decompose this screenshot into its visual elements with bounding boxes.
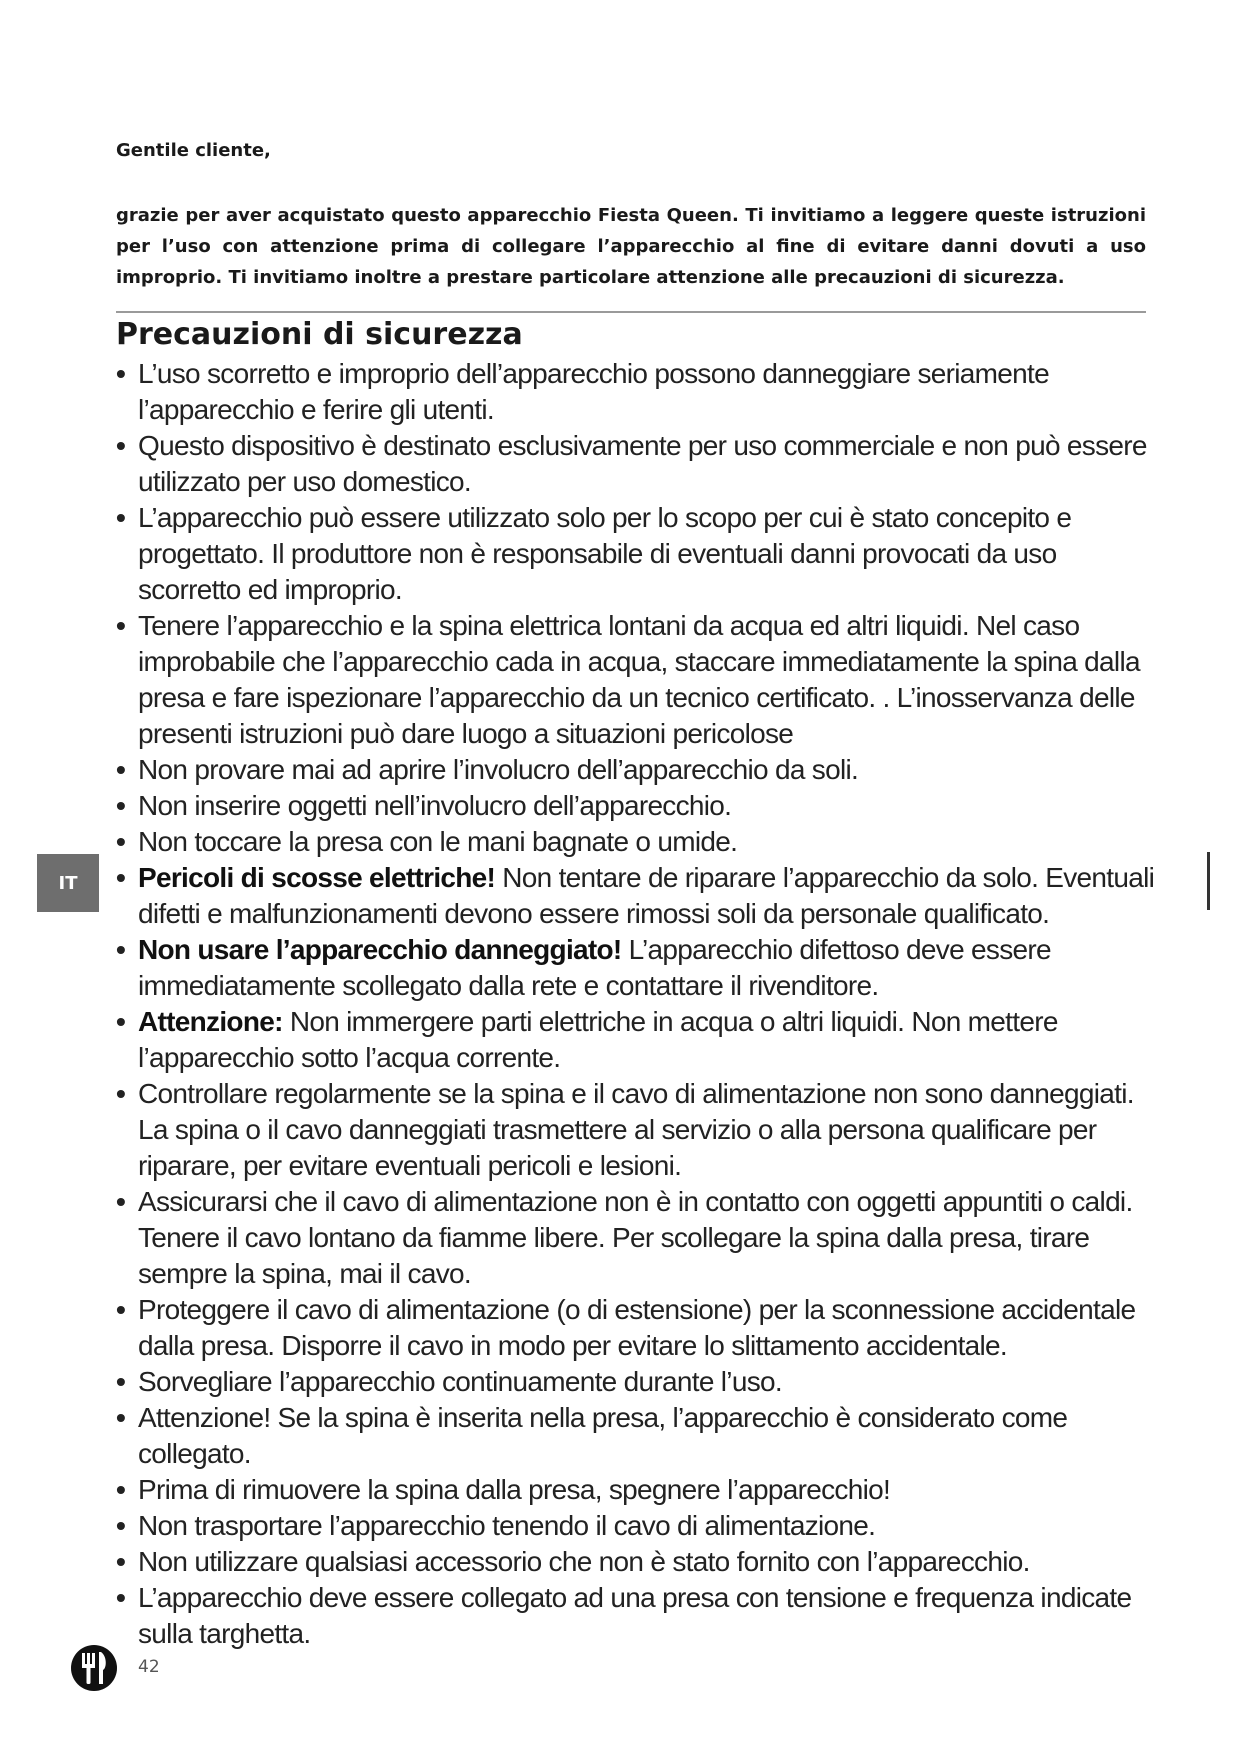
section-divider [116, 311, 1146, 313]
item-text: Attenzione! Se la spina è inserita nella presa, l’apparecchio è considerato come collegato. [138, 1402, 1068, 1469]
safety-precautions-list [116, 356, 1166, 1652]
list-item [116, 1292, 1166, 1364]
bullet: • [116, 1402, 126, 1433]
item-text: Tenere l’apparecchio e la spina elettrica lontani da acqua ed altri liquidi. Nel caso improbabile che l’apparecchio cada in acqua, staccare immediatamente la spina dalla presa e fare ispezionare l’apparecchio da un tecnico certificato. . L’inosservanza delle presenti istruzioni può dare luogo a situazioni pericolose [138, 610, 1140, 749]
item-lead: Pericoli di scosse elettriche! [138, 862, 496, 893]
bullet: • [116, 358, 126, 389]
item-text: L’apparecchio difettoso deve essere immediatamente scollegato dalla rete e contattare il rivenditore. [138, 934, 1051, 1001]
item-text: Prima di rimuovere la spina dalla presa, spegnere l’apparecchio! [138, 1474, 891, 1505]
list-item [116, 608, 1166, 752]
bullet: • [116, 502, 126, 533]
item-text: Sorvegliare l’apparecchio continuamente durante l’uso. [138, 1366, 782, 1397]
list-item [116, 1472, 1166, 1508]
list-item [116, 1364, 1166, 1400]
item-text: Questo dispositivo è destinato esclusivamente per uso commerciale e non può essere utilizzato per uso domestico. [138, 430, 1147, 497]
list-item [116, 356, 1166, 428]
bullet: • [116, 1546, 126, 1577]
item-text: Assicurarsi che il cavo di alimentazione non è in contatto con oggetti appuntiti o caldi. Tenere il cavo lontano da fiamme libere. Per scollegare la spina dalla presa, tirare sempre la spina, mai il cavo. [138, 1186, 1133, 1289]
item-text: Non toccare la presa con le mani bagnate o umide. [138, 826, 738, 857]
bullet: • [116, 1006, 126, 1037]
item-lead: Attenzione: [138, 1006, 283, 1037]
item-lead: Non usare l’apparecchio danneggiato! [138, 934, 622, 965]
list-item [116, 500, 1166, 608]
item-text: Non provare mai ad aprire l’involucro dell’apparecchio da soli. [138, 754, 859, 785]
greeting: Gentile cliente, [116, 140, 271, 161]
margin-marker [1207, 852, 1210, 910]
list-item [116, 1004, 1166, 1076]
intro-paragraph: grazie per aver acquistato questo apparecchio Fiesta Queen. Ti invitiamo a leggere queste istruzioni per l’uso con attenzione prima di collegare l’apparecchio al fine di evitare danni dovuti a uso improprio. Ti invitiamo inoltre a prestare particolare attenzione alle precauzioni di sicurezza. [116, 205, 1146, 288]
item-text: L’uso scorretto e improprio dell’apparecchio possono danneggiare seriamente l’apparecchio e ferire gli utenti. [138, 358, 1049, 425]
list-item [116, 1184, 1166, 1292]
bullet: • [116, 1294, 126, 1325]
item-text: Non utilizzare qualsiasi accessorio che non è stato fornito con l’apparecchio. [138, 1546, 1030, 1577]
list-item [116, 788, 1166, 824]
item-text: Non inserire oggetti nell’involucro dell’apparecchio. [138, 790, 732, 821]
bullet: • [116, 1366, 126, 1397]
bullet: • [116, 826, 126, 857]
item-text: Non tentare de riparare l’apparecchio da solo. Eventuali difetti e malfunzionamenti devono essere rimossi soli da personale qualificato. [138, 862, 1155, 929]
list-item [116, 1580, 1166, 1652]
bullet: • [116, 1474, 126, 1505]
item-text: Proteggere il cavo di alimentazione (o di estensione) per la sconnessione accidentale dalla presa. Disporre il cavo in modo per evitare lo slittamento accidentale. [138, 1294, 1136, 1361]
bullet: • [116, 862, 126, 893]
list-item [116, 932, 1166, 1004]
bullet: • [116, 934, 126, 965]
item-text: Non immergere parti elettriche in acqua o altri liquidi. Non mettere l’apparecchio sotto l’acqua corrente. [138, 1006, 1058, 1073]
list-item [116, 860, 1166, 932]
item-text: L’apparecchio deve essere collegato ad una presa con tensione e frequenza indicate sulla targhetta. [138, 1582, 1132, 1649]
bullet: • [116, 1078, 126, 1109]
list-item [116, 1400, 1166, 1472]
list-item [116, 1544, 1166, 1580]
list-item [116, 1076, 1166, 1184]
list-item [116, 428, 1166, 500]
bullet: • [116, 790, 126, 821]
bullet: • [116, 610, 126, 641]
language-tab: IT [37, 854, 99, 912]
item-text: L’apparecchio può essere utilizzato solo per lo scopo per cui è stato concepito e progettato. Il produttore non è responsabile di eventuali danni provocati da uso scorretto ed improprio. [138, 502, 1072, 605]
bullet: • [116, 1510, 126, 1541]
bullet: • [116, 1186, 126, 1217]
item-text: Non trasportare l’apparecchio tenendo il cavo di alimentazione. [138, 1510, 876, 1541]
bullet: • [116, 754, 126, 785]
bullet: • [116, 1582, 126, 1613]
list-item [116, 824, 1166, 860]
list-item [116, 752, 1166, 788]
section-title: Precauzioni di sicurezza [116, 317, 523, 352]
list-item [116, 1508, 1166, 1544]
fork-knife-logo-icon [70, 1644, 118, 1692]
item-text: Controllare regolarmente se la spina e il cavo di alimentazione non sono danneggiati. La spina o il cavo danneggiati trasmettere al servizio o alla persona qualificare per riparare, per evitare eventuali pericoli e lesioni. [138, 1078, 1134, 1181]
page-number: 42 [138, 1657, 160, 1677]
bullet: • [116, 430, 126, 461]
